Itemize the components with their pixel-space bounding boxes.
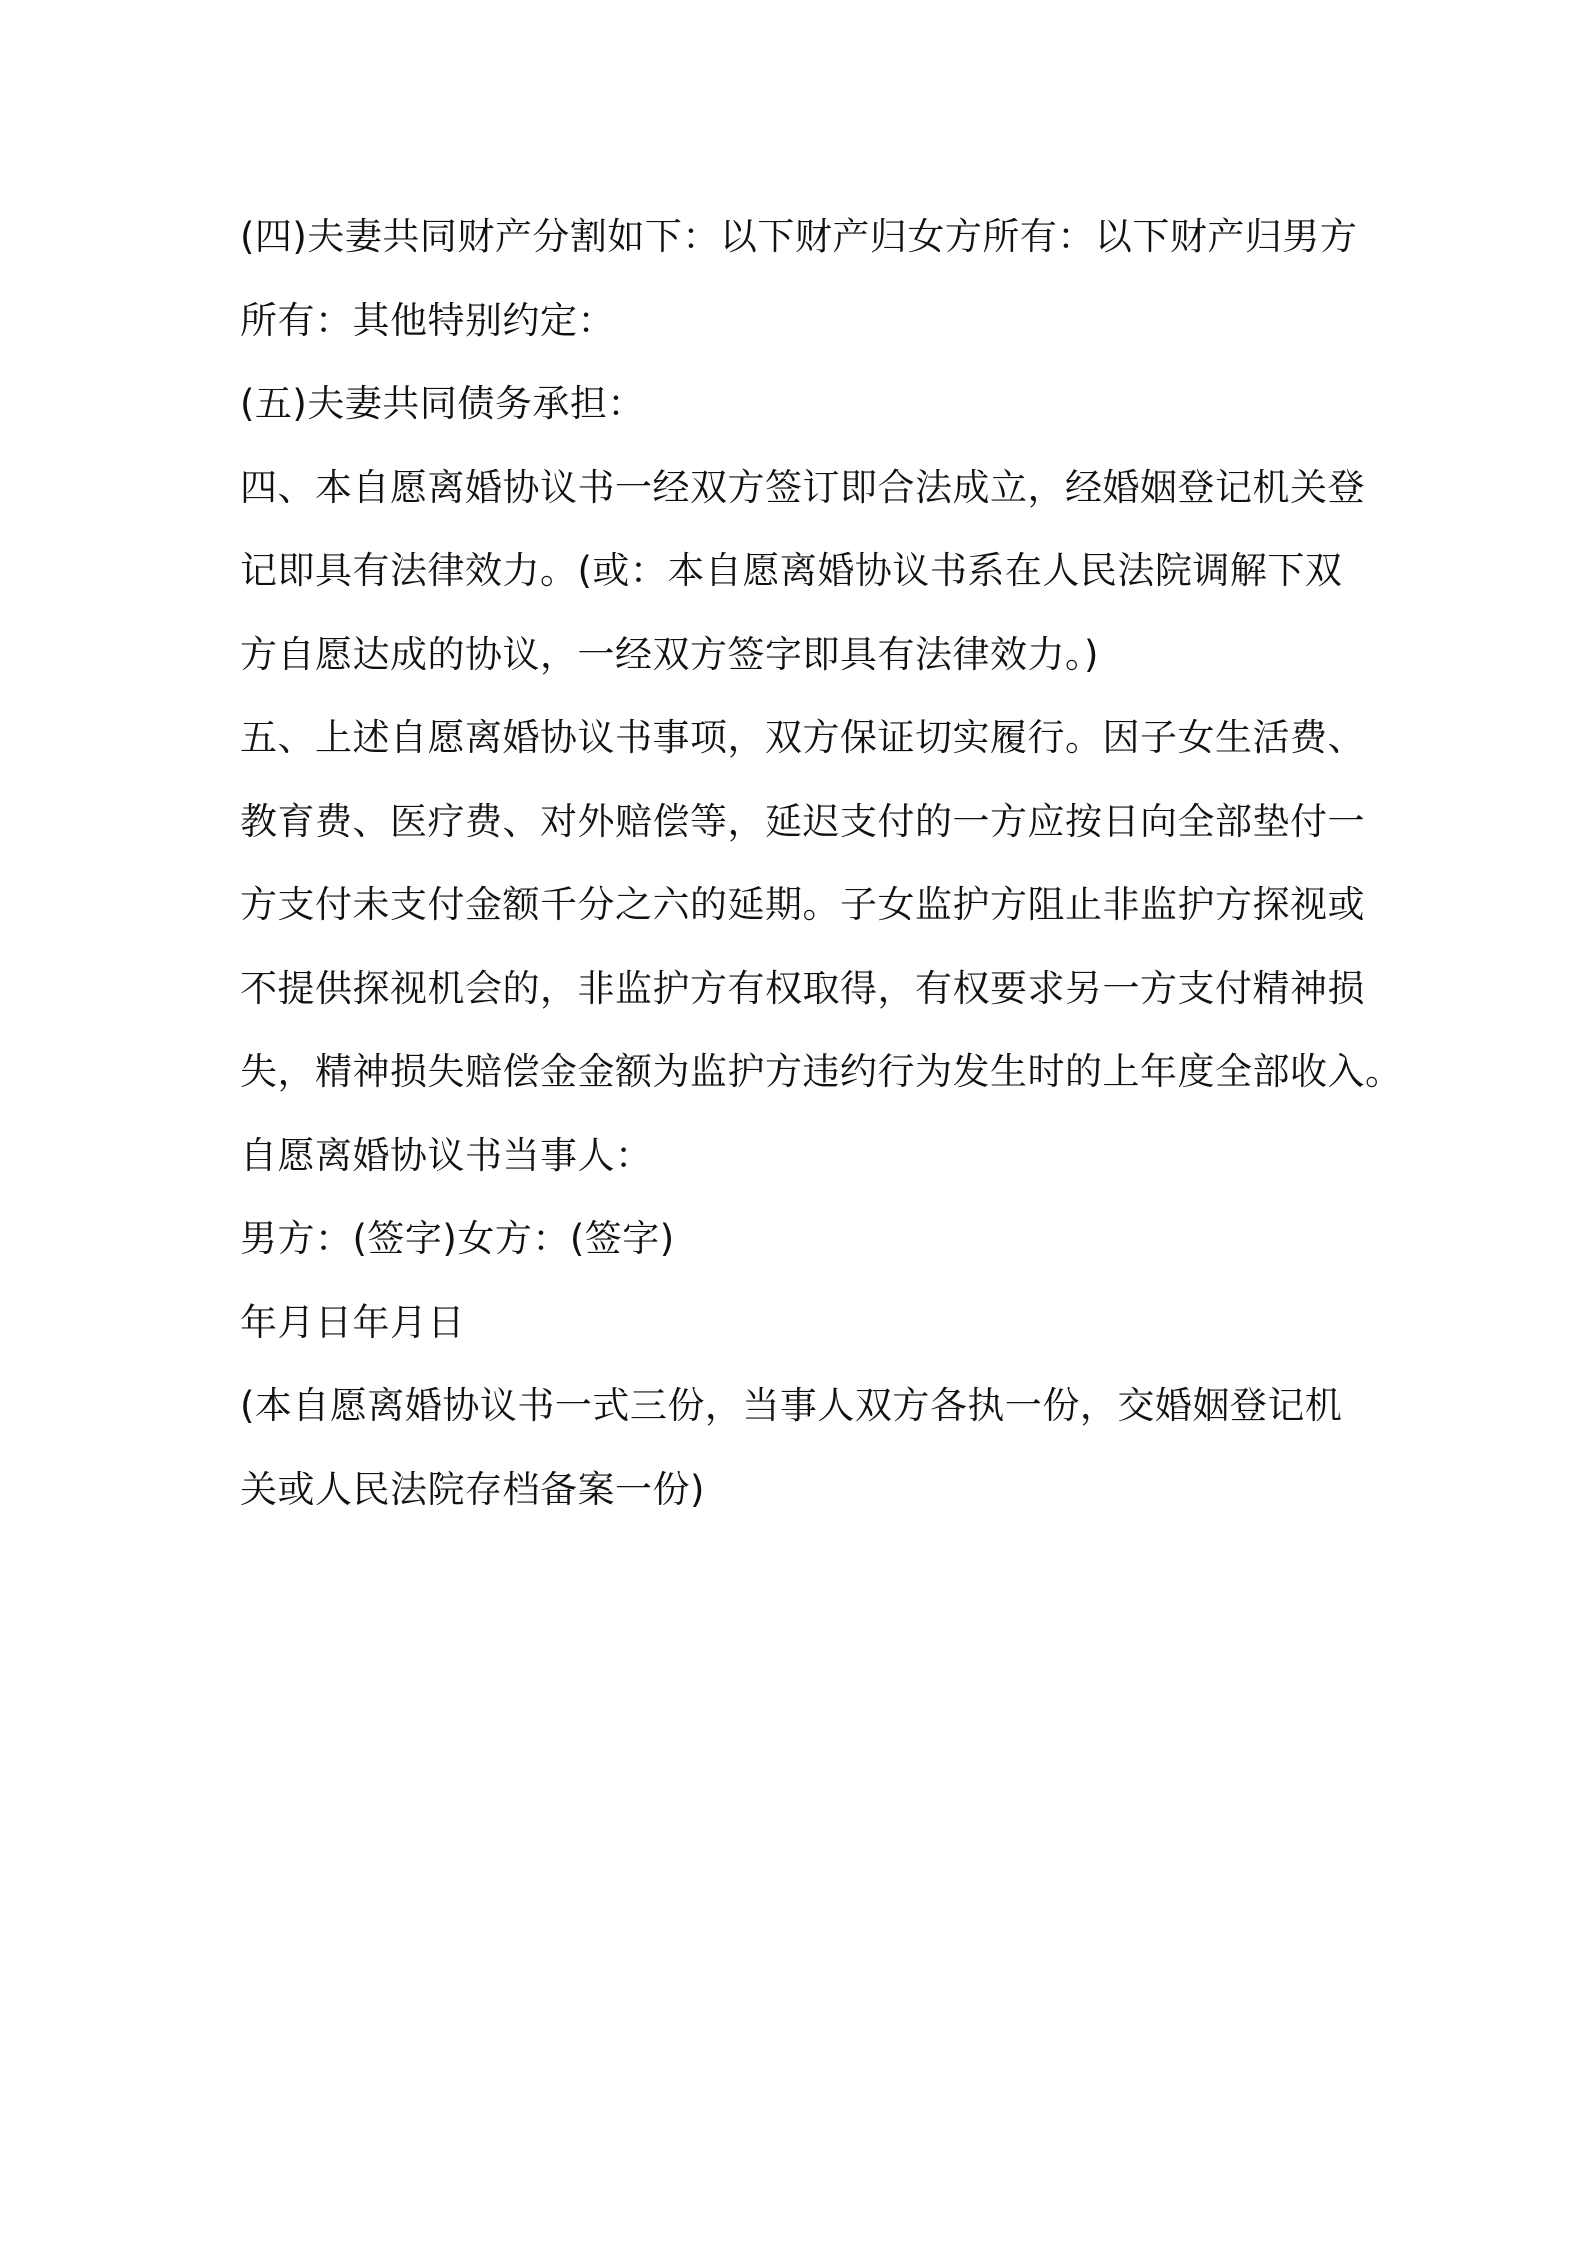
text-line: 所有：其他特别约定： <box>240 298 615 342</box>
text-line: (四)夫妻共同财产分割如下：以下财产归女方所有：以下财产归男方 <box>240 215 1358 258</box>
text-line: 男方：(签字)女方：(签字) <box>240 1217 675 1260</box>
text-line: 关或人民法院存档备案一份) <box>240 1467 705 1511</box>
text-line: 四、本自愿离婚协议书一经双方签订即合法成立，经婚姻登记机关登 <box>240 465 1365 509</box>
text-line: 自愿离婚协议书当事人： <box>240 1133 653 1177</box>
text-line: 方自愿达成的协议，一经双方签字即具有法律效力。) <box>240 632 1099 676</box>
text-line: 失，精神损失赔偿金金额为监护方违约行为发生时的上年度全部收入。 <box>240 1050 1403 1093</box>
text-line: 记即具有法律效力。(或：本自愿离婚协议书系在人民法院调解下双 <box>240 549 1343 592</box>
text-line: 教育费、医疗费、对外赔偿等，延迟支付的一方应按日向全部垫付一 <box>240 799 1365 843</box>
document-body <box>240 195 1403 1531</box>
text-line: 年月日年月日 <box>240 1300 465 1344</box>
text-line: 五、上述自愿离婚协议书事项，双方保证切实履行。因子女生活费、 <box>240 716 1365 759</box>
text-line: (五)夫妻共同债务承担： <box>240 382 645 425</box>
text-line: (本自愿离婚协议书一式三份，当事人双方各执一份，交婚姻登记机 <box>240 1384 1343 1427</box>
text-line: 方支付未支付金额千分之六的延期。子女监护方阻止非监护方探视或 <box>240 883 1365 926</box>
text-line: 不提供探视机会的，非监护方有权取得，有权要求另一方支付精神损 <box>240 966 1365 1010</box>
